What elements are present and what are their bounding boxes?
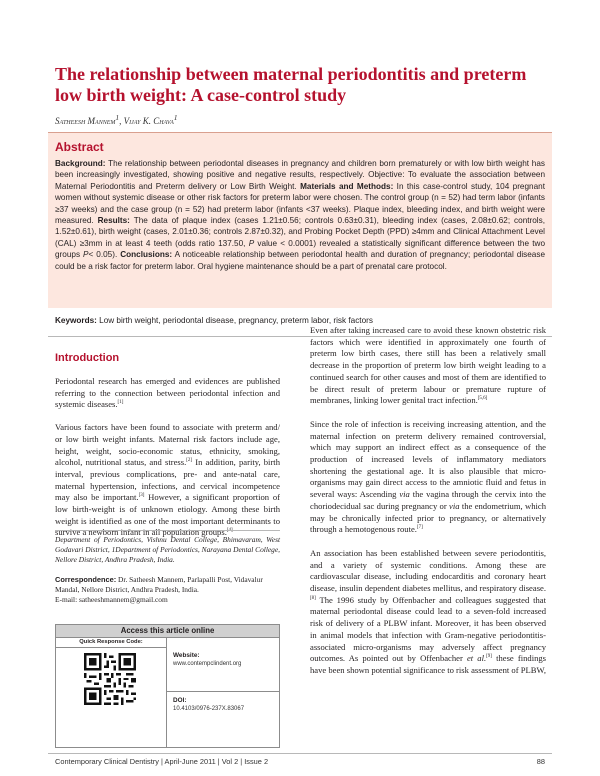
body-paragraph (310, 325, 546, 407)
paragraph-text: However, a significant proportion of low birth-weight is of unknown etiology. Among these birth weight is identified as one of the most important determinants to survive a newborn infant in all population groups. (55, 492, 281, 538)
author-name: Vijay K. Chava (123, 116, 174, 126)
author-affiliation-mark: 1 (173, 113, 178, 122)
p-value-symbol: P (83, 250, 89, 260)
body-paragraph (310, 419, 546, 536)
website-label: Website: (173, 652, 200, 659)
access-box-divider (166, 691, 279, 692)
abstract-results-text: The data of plaque index (cases 1.21±0.56; controls 0.63±0.31), bleeding index (cases, 2.08±0.62; controls, 1.52±0.61), birth weight (cases, 2.01±0.36; controls 2.87±0.32), and Probing Pocket Depth (PPD) ≥4mm and Clinical Attachment Level (CAL) ≥3mm in at least 4 teeth (odds ratio 137.50, (55, 216, 545, 248)
abstract-methods-text: In this case-control study, 104 pregnant women without systemic disease or other risk factors for preterm labor were chosen. The control group (n = 52) had term labor (infants ≥37 weeks) and the case group (n = 52) had preterm labor (infants <37 weeks). Plaque index, bleeding index, and birth weight were measured. (55, 181, 545, 226)
citation-ref[interactable]: [8] (310, 595, 316, 601)
italic-term: et al. (466, 653, 487, 664)
citation-ref[interactable]: [7] (416, 525, 423, 531)
access-online-box (55, 624, 280, 748)
body-paragraph (55, 422, 280, 539)
paragraph-text: the vagina through the cervix into the choriodecidual sac during pregnancy or (310, 489, 546, 511)
body-paragraph (310, 548, 546, 677)
correspondence-note (55, 575, 280, 606)
italic-term: via (399, 489, 410, 500)
citation-ref[interactable]: [9] (486, 654, 492, 660)
qr-code-label: Quick Response Code: (56, 637, 167, 648)
page-number: 88 (536, 757, 545, 766)
paragraph-text: An association has been established between severe periodontitis, and a variety of systemic conditions. Among these are cardiovascular disease, including endocarditis and coronary heart disease, insulin dependent diabetes mellitus, and respiratory disease. (310, 547, 546, 594)
doi-link[interactable]: 10.4103/0976-237X.83067 (173, 706, 245, 712)
italic-term: via (449, 500, 460, 511)
doi-label: DOI: (173, 697, 187, 704)
abstract-results-text: value < 0.0001) revealed a statistically significant difference between the two groups (55, 238, 545, 260)
citation-ref[interactable]: [2] (186, 458, 193, 464)
abstract-text (55, 158, 545, 272)
author-separator: , (119, 116, 124, 126)
access-box-heading: Access this article online (56, 625, 279, 638)
paragraph-text: The 1996 study by Offenbacher and colleagues suggested that maternal periodontal disease could lead to a seven-fold increased risk of delivery of a PLBW infant. Moreover, it has been observed in animal models that infection with Gram-negative periodontitis-associated micro-organisms may adversely affect pregnancy outcomes. As pointed out by Offenbacher (310, 594, 546, 664)
abstract-label-methods: Materials and Methods: (300, 181, 394, 191)
qr-code-icon[interactable] (84, 653, 136, 705)
abstract-box (48, 132, 552, 308)
p-value-symbol: P (248, 238, 255, 248)
abstract-results-text: < 0.05). (88, 250, 121, 260)
correspondence-address: Dr. Satheesh Mannem, Parlapalli Post, Vidavalur Mandal, Nellore District, Andhra Pradesh, India. (55, 575, 263, 595)
paragraph-text: Various factors have been found to associate with preterm and/ or low birth weight infants. Maternal risk factors include age, height, weight, socio-economic status, ethnicity, smoking, alcohol, nutritional status, and stress. (55, 422, 280, 468)
abstract-label-conclusions: Conclusions: (120, 250, 173, 260)
keywords-text: Low birth weight, periodontal disease, pregnancy, preterm labor, risk factors (96, 316, 373, 325)
introduction-heading: Introduction (55, 352, 120, 364)
body-paragraph (55, 376, 280, 411)
abstract-label-background: Background: (55, 159, 106, 168)
website-link[interactable]: www.contempclindent.org (173, 661, 242, 667)
abstract-label-results: Results: (97, 216, 130, 226)
left-column (55, 352, 280, 550)
footer-divider (48, 753, 552, 754)
paragraph-text: Even after taking increased care to avoid these known obstetric risk factors which were identified in approximately one fourth of preterm low birth cases, there still has been a relatively small decrease in the proportion of preterm low birth weight leading to a continued search for other causes and most of them are identified to be direct result of preterm labour or premature rupture of membranes, linking lower genital tract infection. (310, 325, 546, 406)
page-footer (55, 757, 545, 766)
citation-ref[interactable]: [3] (138, 493, 145, 499)
correspondence-label: Correspondence: (55, 575, 117, 584)
author-name: Satheesh Mannem (55, 116, 116, 126)
paragraph-text: In addition, parity, birth interval, previous complications, pre- and ante-natal care, maternal hypertension, infections, and cervical incompetence may also be important. (55, 457, 280, 503)
author-line (55, 113, 178, 126)
author-affiliation-mark: 1 (115, 113, 120, 122)
qr-code-cell (56, 648, 167, 747)
paragraph-text: the endometrium, which may be chronically infected prior to pregnancy, or alternatively through a hemotogenous route. (310, 500, 546, 535)
keywords-label: Keywords: (55, 316, 97, 325)
article-title: The relationship between maternal periodontitis and preterm low birth weight: A case-control study (55, 64, 527, 105)
citation-ref[interactable]: [5,6] (477, 396, 488, 402)
doi-info (173, 697, 244, 713)
abstract-conclusions-text: A noticeable relationship between periodontal health and duration of pregnancy; periodontal disease could be a risk factor for preterm labor. Oral hygiene maintenance should be a part of prenatal care protocol. (55, 250, 545, 271)
right-column (310, 325, 546, 689)
paragraph-text: these findings have been shown potential significance to risk assessment of PLBW, (310, 653, 547, 675)
abstract-heading: Abstract (55, 140, 104, 154)
paragraph-text: Since the role of infection is receiving increasing attention, and the maternal infection on preterm delivery remained controversial, which may support an indirect effect as a consequence of the production of increased levels of inflammatory mediators shortening the gestational age. It is also plausible that micro-organisms may gain direct access to the amniotic fluid and fetus in several ways: Ascending (310, 418, 546, 500)
abstract-background-text: The relationship between periodontal diseases in pregnancy and children born prematurely or with low birth weight has been increasingly investigated, showing positive and negative results, respectively. Objective: To evaluate the association between Maternal Periodontitis and Preterm delivery or Low Birth Weight. (55, 159, 545, 191)
citation-ref[interactable]: [4] (226, 528, 233, 534)
paragraph-text: Periodontal research has emerged and evidences are published referring to the connection between periodontal infection and systemic diseases. (55, 376, 280, 410)
citation-ref[interactable]: [1] (117, 400, 124, 406)
journal-citation: Contemporary Clinical Dentistry | April-June 2011 | Vol 2 | Issue 2 (55, 757, 269, 766)
website-info (173, 652, 241, 668)
affiliation-note: Department of Periodontics, Vishnu Dental College, Bhimavaram, West Godavari District, 1Department of Periodontics, Narayana Dental College, Nellore District, Andhra Pradesh, India. (55, 530, 280, 565)
correspondence-email[interactable]: E-mail: satheeshmannem@gmail.com (55, 595, 168, 605)
